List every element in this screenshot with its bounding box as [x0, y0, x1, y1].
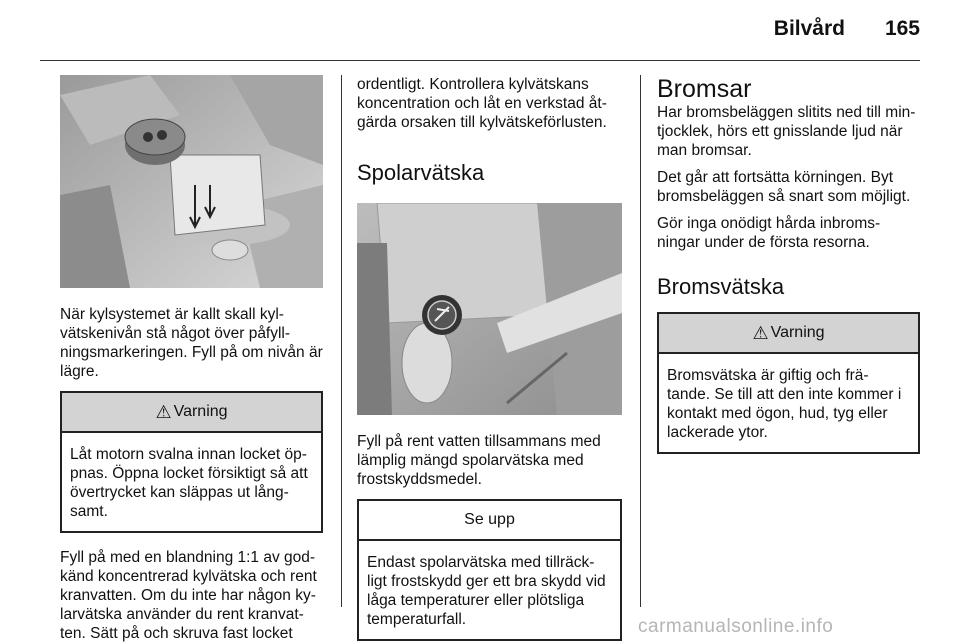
warning-box-header [659, 314, 918, 354]
column-2 [357, 75, 622, 641]
brakes-paragraph-1: Har bromsbeläggen slitits ned till min-tjocklek, hörs ett gnisslande ljud när man bromsar. [657, 104, 916, 159]
section-heading-washer-fluid: Spolarvätska [357, 160, 485, 185]
warning-box [60, 391, 323, 533]
caution-text: Endast spolarvätska med tillräck-ligt frostskydd ger ett bra skydd vid låga temperaturer eller plötsliga temperaturfall. [367, 554, 606, 628]
caution-box-header: Se upp [359, 501, 620, 541]
column-1 [60, 75, 323, 643]
column-3 [657, 75, 920, 454]
coolant-level-paragraph: När kylsystemet är kallt skall kyl-vätskenivån stå något över påfyll-ningsmarkeringen. Fyll på om nivån är lägre. [60, 306, 323, 380]
warning-text: Bromsvätska är giftig och frä-tande. Se till att den inte kommer i kontakt med ögon, hud, tyg eller lackerade ytor. [667, 367, 902, 441]
column-divider [341, 75, 342, 607]
warning-title: Varning [770, 324, 825, 341]
section-title: Bilvård [773, 17, 845, 40]
watermark-text: carmanualsonline.info [638, 616, 834, 637]
column-divider [640, 75, 641, 607]
caution-box [357, 499, 622, 641]
coolant-mix-paragraph: Fyll på med en blandning 1:1 av god-känd koncentrerad kylvätska och rent kranvatten. Om du inte har någon ky-larvätska använder du rent kranvat-ten. Sätt på och skruva fast locket [60, 549, 317, 642]
brakes-paragraph-3: Gör inga onödigt hårda inbroms-ningar under de första resorna. [657, 215, 881, 251]
coolant-check-paragraph: ordentligt. Kontrollera kylvätskans koncentration och låt en verkstad åt-gärda orsaken till kylvätskeförlusten. [357, 76, 607, 131]
section-heading-brakes: Bromsar [657, 75, 752, 103]
warning-triangle-icon: ⚠ [155, 401, 172, 422]
page-number: 165 [884, 17, 920, 40]
page-header [700, 17, 920, 47]
header-divider [40, 60, 920, 61]
warning-box-header [62, 393, 321, 433]
brake-fluid-warning-box [657, 312, 920, 454]
coolant-reservoir-photo [60, 75, 323, 288]
washer-fluid-paragraph: Fyll på rent vatten tillsammans med lämplig mängd spolarvätska med frostskyddsmedel. [357, 433, 601, 488]
brakes-paragraph-2: Det går att fortsätta körningen. Byt bromsbeläggen så snart som möjligt. [657, 169, 911, 205]
warning-title: Varning [173, 403, 228, 420]
warning-triangle-icon: ⚠ [752, 322, 769, 343]
warning-text: Låt motorn svalna innan locket öp-pnas. Öppna locket försiktigt så att övertrycket kan släppas ut lång-samt. [70, 446, 308, 520]
section-heading-brake-fluid: Bromsvätska [657, 274, 785, 299]
washer-fluid-photo [357, 203, 622, 415]
